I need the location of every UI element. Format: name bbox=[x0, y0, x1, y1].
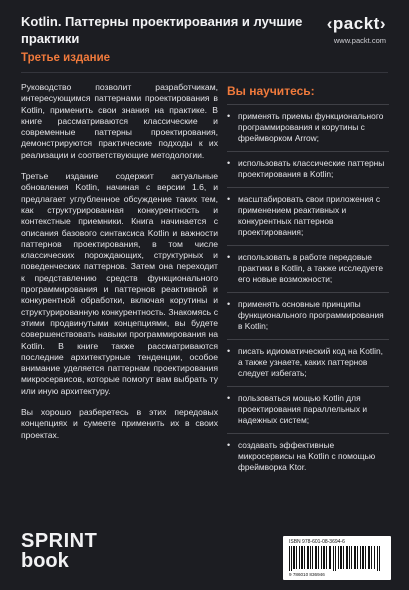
book-title: Kotlin. Паттерны проектирования и лучшие практики bbox=[21, 14, 303, 46]
learn-item-text: применять основные принципы функционального программирования в Kotlin; bbox=[238, 299, 384, 331]
barcode-bars bbox=[289, 546, 385, 571]
learn-item bbox=[227, 151, 389, 187]
bullet-icon: • bbox=[227, 393, 231, 403]
bullet-icon: • bbox=[227, 299, 231, 309]
barcode-digits: 9 786010 836946 bbox=[289, 572, 325, 577]
learn-item bbox=[227, 245, 389, 292]
learn-item-text: масштабировать свои приложения с применением реактивных и конкурентных паттернов проектирования; bbox=[238, 194, 381, 237]
learn-item-text: создавать эффективные микросервисы на Kotlin с помощью фреймворка Ktor. bbox=[238, 440, 376, 472]
learn-heading: Вы научитесь: bbox=[227, 84, 315, 98]
bullet-icon: • bbox=[227, 440, 231, 450]
sprint-book-logo bbox=[21, 531, 97, 571]
publisher-logo bbox=[327, 15, 386, 45]
learn-item bbox=[227, 339, 389, 386]
isbn-barcode bbox=[283, 536, 391, 580]
description-paragraph: Вы хорошо разберетесь в этих передовых концепциях и сумеете применить их в своих проектах. bbox=[21, 407, 218, 440]
bullet-icon: • bbox=[227, 252, 231, 262]
learn-item bbox=[227, 104, 389, 151]
learn-item-text: использовать классические паттерны проектирования в Kotlin; bbox=[238, 158, 385, 179]
edition-label: Третье издание bbox=[21, 52, 111, 64]
learn-item-text: писать идиоматический код на Kotlin, а также узнаете, каких паттернов следует избегать; bbox=[238, 346, 383, 378]
bullet-icon: • bbox=[227, 194, 231, 204]
header-divider bbox=[21, 72, 388, 73]
publisher-url: www.packt.com bbox=[333, 36, 386, 45]
learn-item bbox=[227, 386, 389, 433]
learn-item bbox=[227, 292, 389, 339]
learn-column bbox=[227, 82, 389, 480]
bullet-icon: • bbox=[227, 158, 231, 168]
description-column bbox=[21, 82, 218, 451]
learn-item-text: пользоваться мощью Kotlin для проектирования параллельных и надежных систем; bbox=[238, 393, 368, 425]
bullet-icon: • bbox=[227, 346, 231, 356]
learn-item bbox=[227, 433, 389, 480]
learn-item-text: применять приемы функционального программирования и корутины с фреймворком Arrow; bbox=[238, 111, 384, 143]
packt-logo-text: ‹packt› bbox=[326, 14, 386, 33]
sprint-logo-top: SPRINT bbox=[21, 530, 98, 552]
learn-item-text: использовать в работе передовые практики в Kotlin, а также исследуете его новые возможности; bbox=[238, 252, 383, 284]
description-paragraph: Руководство позволит разработчикам, интересующимся паттернами проектирования в Kotlin, применить свои знания на практике. В книге рассматриваются классические и современные паттерны проектирования, демонстрируются практические подходы к их реализации и соответствующие методологии. bbox=[21, 82, 218, 160]
isbn-label: ISBN 978-601-08-3694-6 bbox=[289, 539, 345, 545]
bullet-icon: • bbox=[227, 111, 231, 121]
sprint-logo-bottom: book bbox=[21, 550, 69, 572]
learn-item bbox=[227, 187, 389, 245]
description-paragraph: Третье издание содержит актуальные обновления Kotlin, начиная с версии 1.6, и предлагает углубленное обсуждение таких тем, как структурированная конкурентность и контекстные приемники. Книга начинается с описания базового синтаксиса Kotlin и важности паттернов проектирования, в том числе классических порождающих, структурных и поведенческих паттернов. Затем она переходит к представлению средств функционального программирования и паттернов реактивной и конкурентной обработки, включая корутины и структурированную конкурентность. Знакомясь с этими продвинутыми концепциями, вы будете совершенствовать навыки программирования на Kotlin. В книге также рассматриваются последние архитектурные тенденции, особое внимание уделяется паттернам проектирования микросервисов, которые помогут вам выбрать ту или иную архитектуру. bbox=[21, 171, 218, 396]
